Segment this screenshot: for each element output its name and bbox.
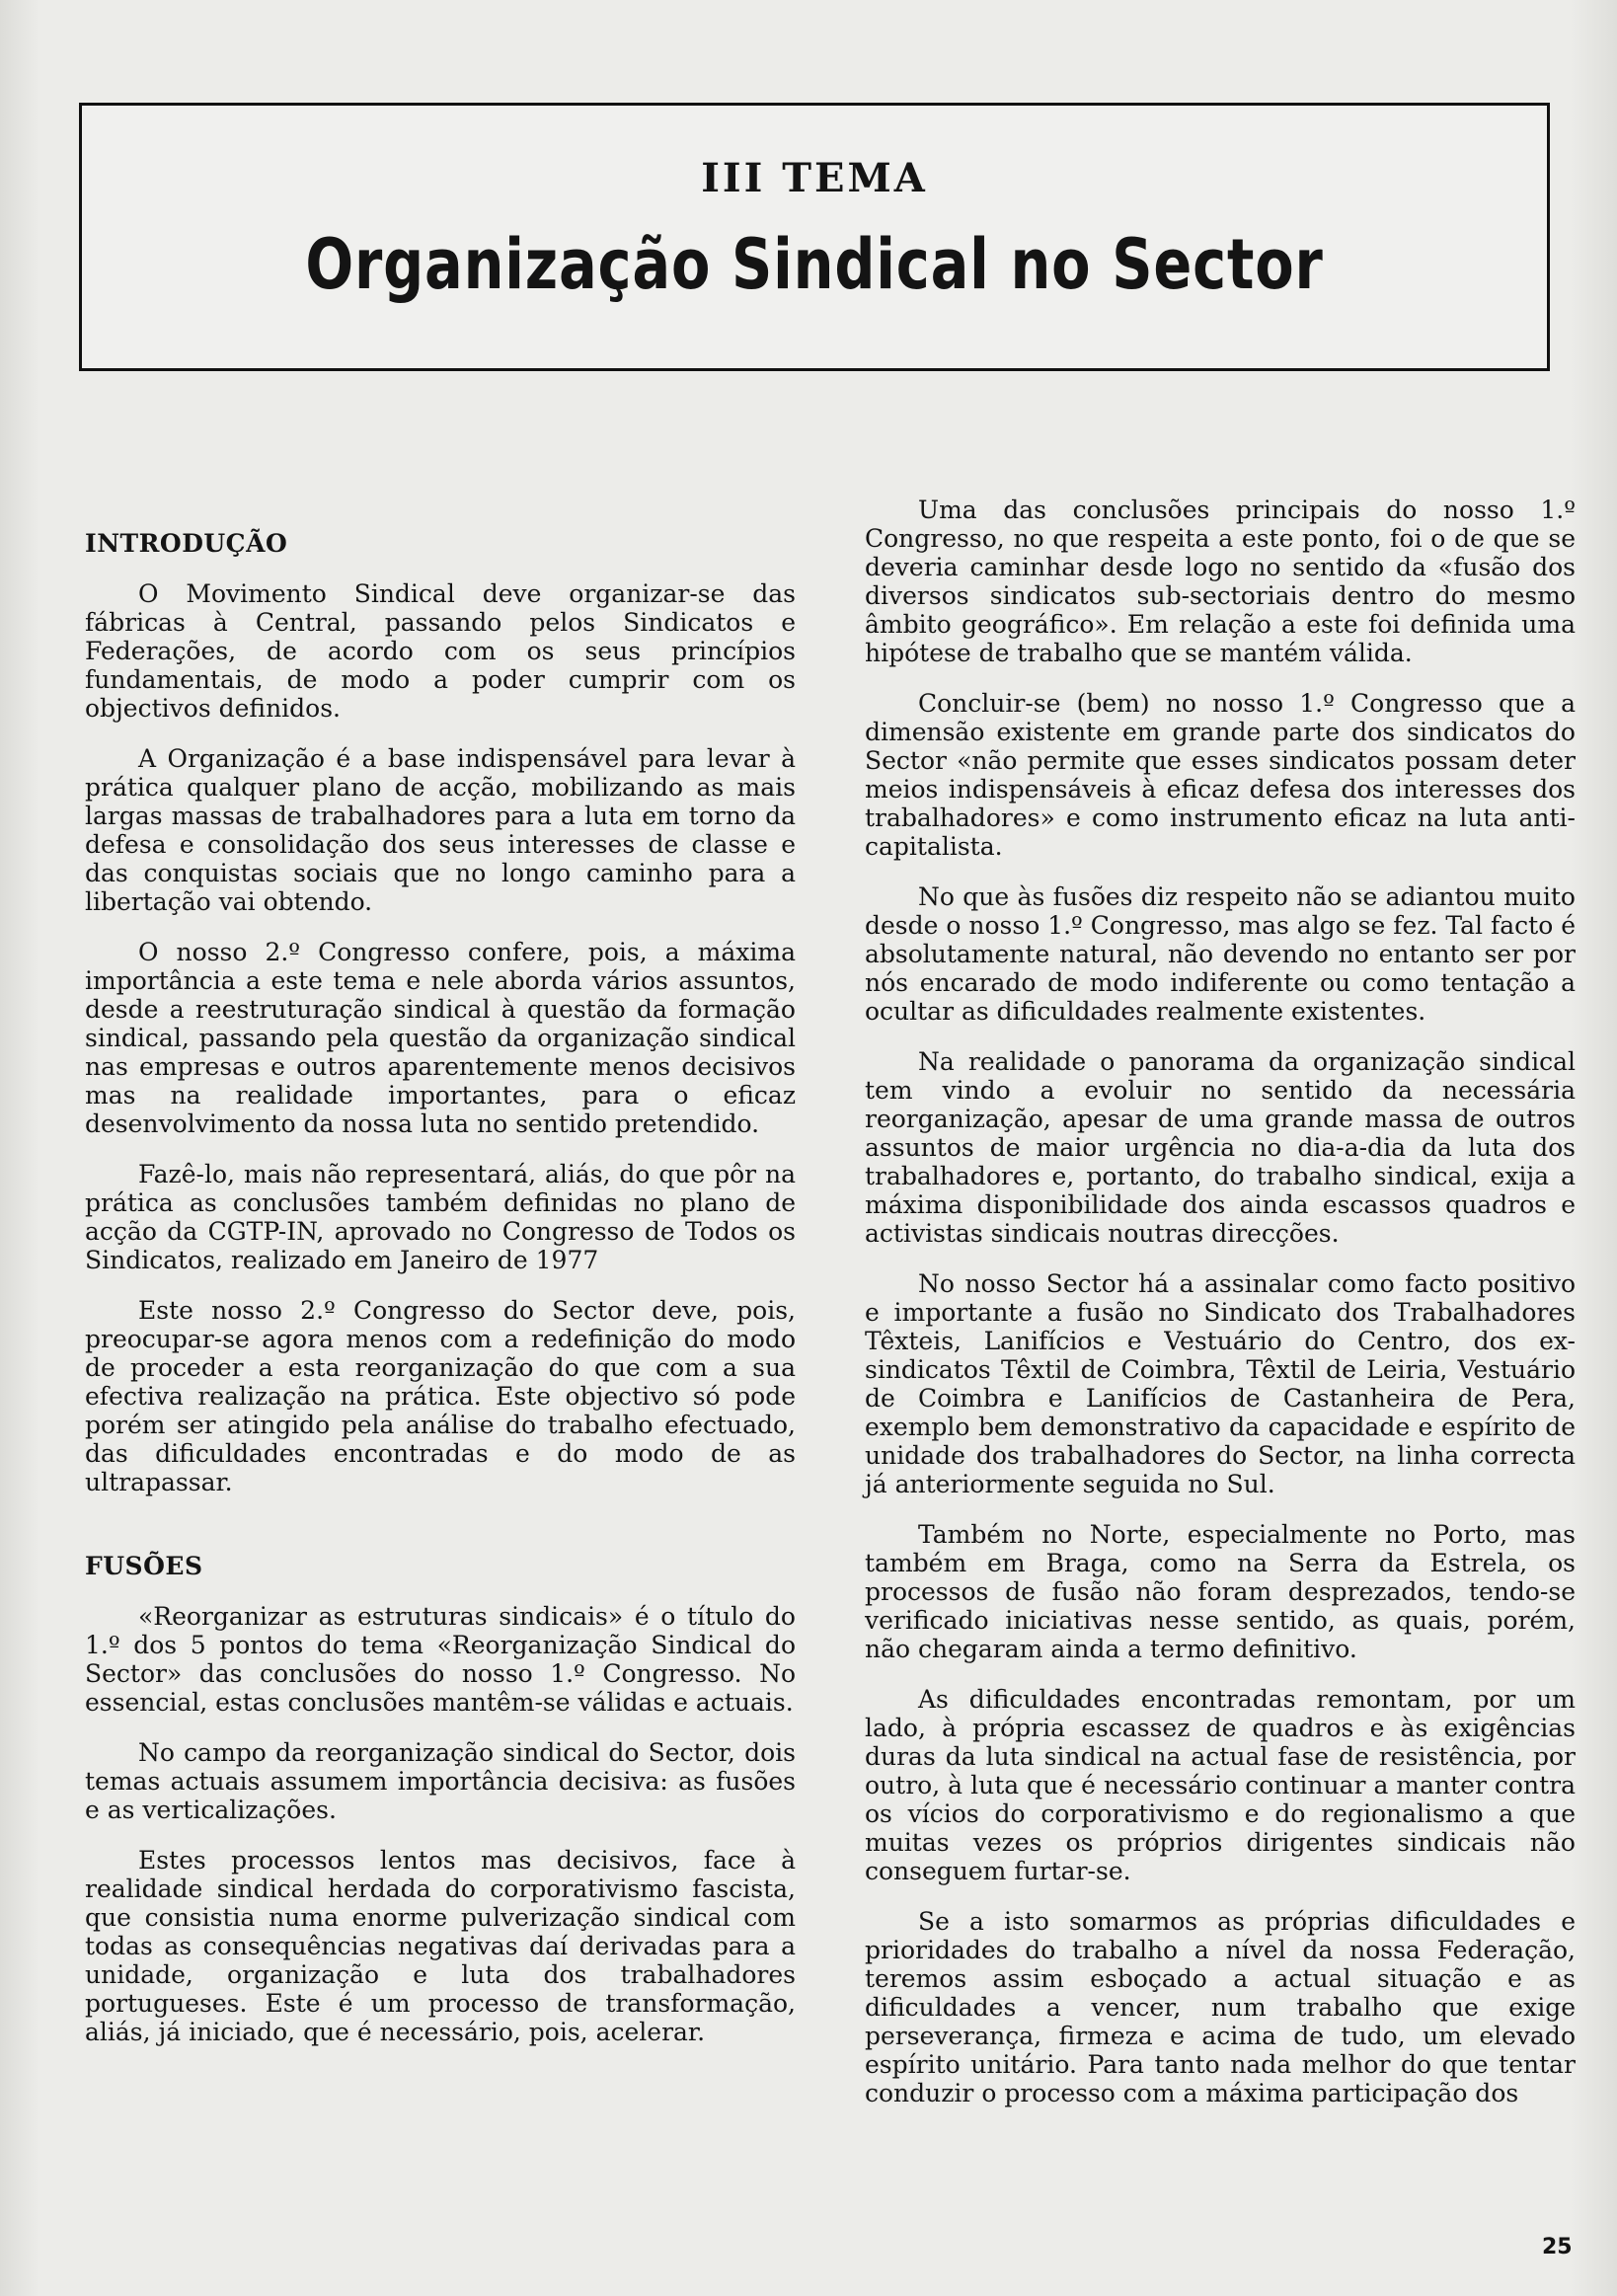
paragraph: «Reorganizar as estruturas sindicais» é o título do 1.º dos 5 pontos do tema «Reorganização Sindical do Sector» das conclusões do nosso 1.º Congresso. No essencial, estas conclusões mantêm-se válidas e actuais.: [85, 1602, 796, 1717]
paragraph: A Organização é a base indispensável para levar à prática qualquer plano de acção, mobilizando as mais largas massas de trabalhadores para a luta em torno da defesa e consolidação dos seus interesses de classe e das conquistas sociais que no longo caminho para a libertação vai obtendo.: [85, 744, 796, 916]
paragraph: Também no Norte, especialmente no Porto, mas também em Braga, como na Serra da Estrela, os processos de fusão não foram desprezados, tendo-se verificado iniciativas nesse sentido, as quais, porém, não chegaram ainda a termo definitivo.: [865, 1520, 1576, 1663]
paragraph: O nosso 2.º Congresso confere, pois, a máxima importância a este tema e nele aborda vários assuntos, desde a reestruturação sindical à questão da formação sindical, passando pela questão da organização sindical nas empresas e outros aparentemente menos decisivos mas na realidade importantes, para o eficaz desenvolvimento da nossa luta no sentido pretendido.: [85, 938, 796, 1138]
theme-label: III TEMA: [701, 155, 928, 201]
paragraph: O Movimento Sindical deve organizar-se das fábricas à Central, passando pelos Sindicatos e Federações, de acordo com os seus princípios fundamentais, de modo a poder cumprir com os objectivos definidos.: [85, 579, 796, 723]
section-heading-fusoes: FUSÕES: [85, 1552, 203, 1580]
paragraph: No nosso Sector há a assinalar como facto positivo e importante a fusão no Sindicato dos Trabalhadores Têxteis, Lanifícios e Vestuário do Centro, dos ex-sindicatos Têxtil de Coimbra, Têxtil de Leiria, Vestuário de Coimbra e Lanifícios de Castanheira de Pera, exemplo bem demonstrativo da capacidade e espírito de unidade dos trabalhadores do Sector, na linha correcta já anteriormente seguida no Sul.: [865, 1269, 1576, 1498]
section-heading-introducao: INTRODUÇÃO: [85, 529, 288, 558]
paragraph: Se a isto somarmos as próprias dificuldades e prioridades do trabalho a nível da nossa Federação, teremos assim esboçado a actual situação e as dificuldades a vencer, num trabalho que exige perseverança, firmeza e acima de tudo, um elevado espírito unitário. Para tanto nada melhor do que tentar conduzir o processo com a máxima participação dos: [865, 1907, 1576, 2107]
paragraph: No campo da reorganização sindical do Sector, dois temas actuais assumem importância decisiva: as fusões e as verticalizações.: [85, 1738, 796, 1824]
paragraph: Fazê-lo, mais não representará, aliás, do que pôr na prática as conclusões também definidas no plano de acção da CGTP-IN, aprovado no Congresso de Todos os Sindicatos, realizado em Janeiro de 1977: [85, 1160, 796, 1274]
right-column: [865, 496, 1576, 2129]
page-title: Organização Sindical no Sector: [305, 224, 1324, 305]
paragraph: No que às fusões diz respeito não se adiantou muito desde o nosso 1.º Congresso, mas algo se fez. Tal facto é absolutamente natural, não devendo no entanto ser por nós encarado de modo indiferente ou como tentação a ocultar as dificuldades realmente existentes.: [865, 882, 1576, 1026]
left-column: [85, 529, 796, 2068]
paragraph: Concluir-se (bem) no nosso 1.º Congresso que a dimensão existente em grande parte dos sindicatos do Sector «não permite que esses sindicatos possam deter meios indispensáveis à eficaz defesa dos interesses dos trabalhadores» e como instrumento eficaz na luta anti-capitalista.: [865, 689, 1576, 861]
paragraph: Este nosso 2.º Congresso do Sector deve, pois, preocupar-se agora menos com a redefinição do modo de proceder a esta reorganização do que com a sua efectiva realização na prática. Este objectivo só pode porém ser atingido pela análise do trabalho efectuado, das dificuldades encontradas e do modo de as ultrapassar.: [85, 1296, 796, 1496]
paragraph: As dificuldades encontradas remontam, por um lado, à própria escassez de quadros e às exigências duras da luta sindical na actual fase de resistência, por outro, à luta que é necessário continuar a manter contra os vícios do corporativismo e do regionalismo a que muitas vezes os próprios dirigentes sindicais não conseguem furtar-se.: [865, 1685, 1576, 1885]
title-box: [79, 103, 1550, 371]
page-number: 25: [1542, 2235, 1573, 2259]
paragraph: Uma das conclusões principais do nosso 1.º Congresso, no que respeita a este ponto, foi o de que se deveria caminhar desde logo no sentido da «fusão dos diversos sindicatos sub-sectoriais dentro do mesmo âmbito geográfico». Em relação a este foi definida uma hipótese de trabalho que se mantém válida.: [865, 496, 1576, 667]
paragraph: Estes processos lentos mas decisivos, face à realidade sindical herdada do corporativismo fascista, que consistia numa enorme pulverização sindical com todas as consequências negativas daí derivadas para a unidade, organização e luta dos trabalhadores portugueses. Este é um processo de transformação, aliás, já iniciado, que é necessário, pois, acelerar.: [85, 1846, 796, 2046]
paragraph: Na realidade o panorama da organização sindical tem vindo a evoluir no sentido da necessária reorganização, apesar de uma grande massa de outros assuntos de maior urgência no dia-a-dia da luta dos trabalhadores e, portanto, do trabalho sindical, exija a máxima disponibilidade dos ainda escassos quadros e activistas sindicais noutras direcções.: [865, 1047, 1576, 1248]
